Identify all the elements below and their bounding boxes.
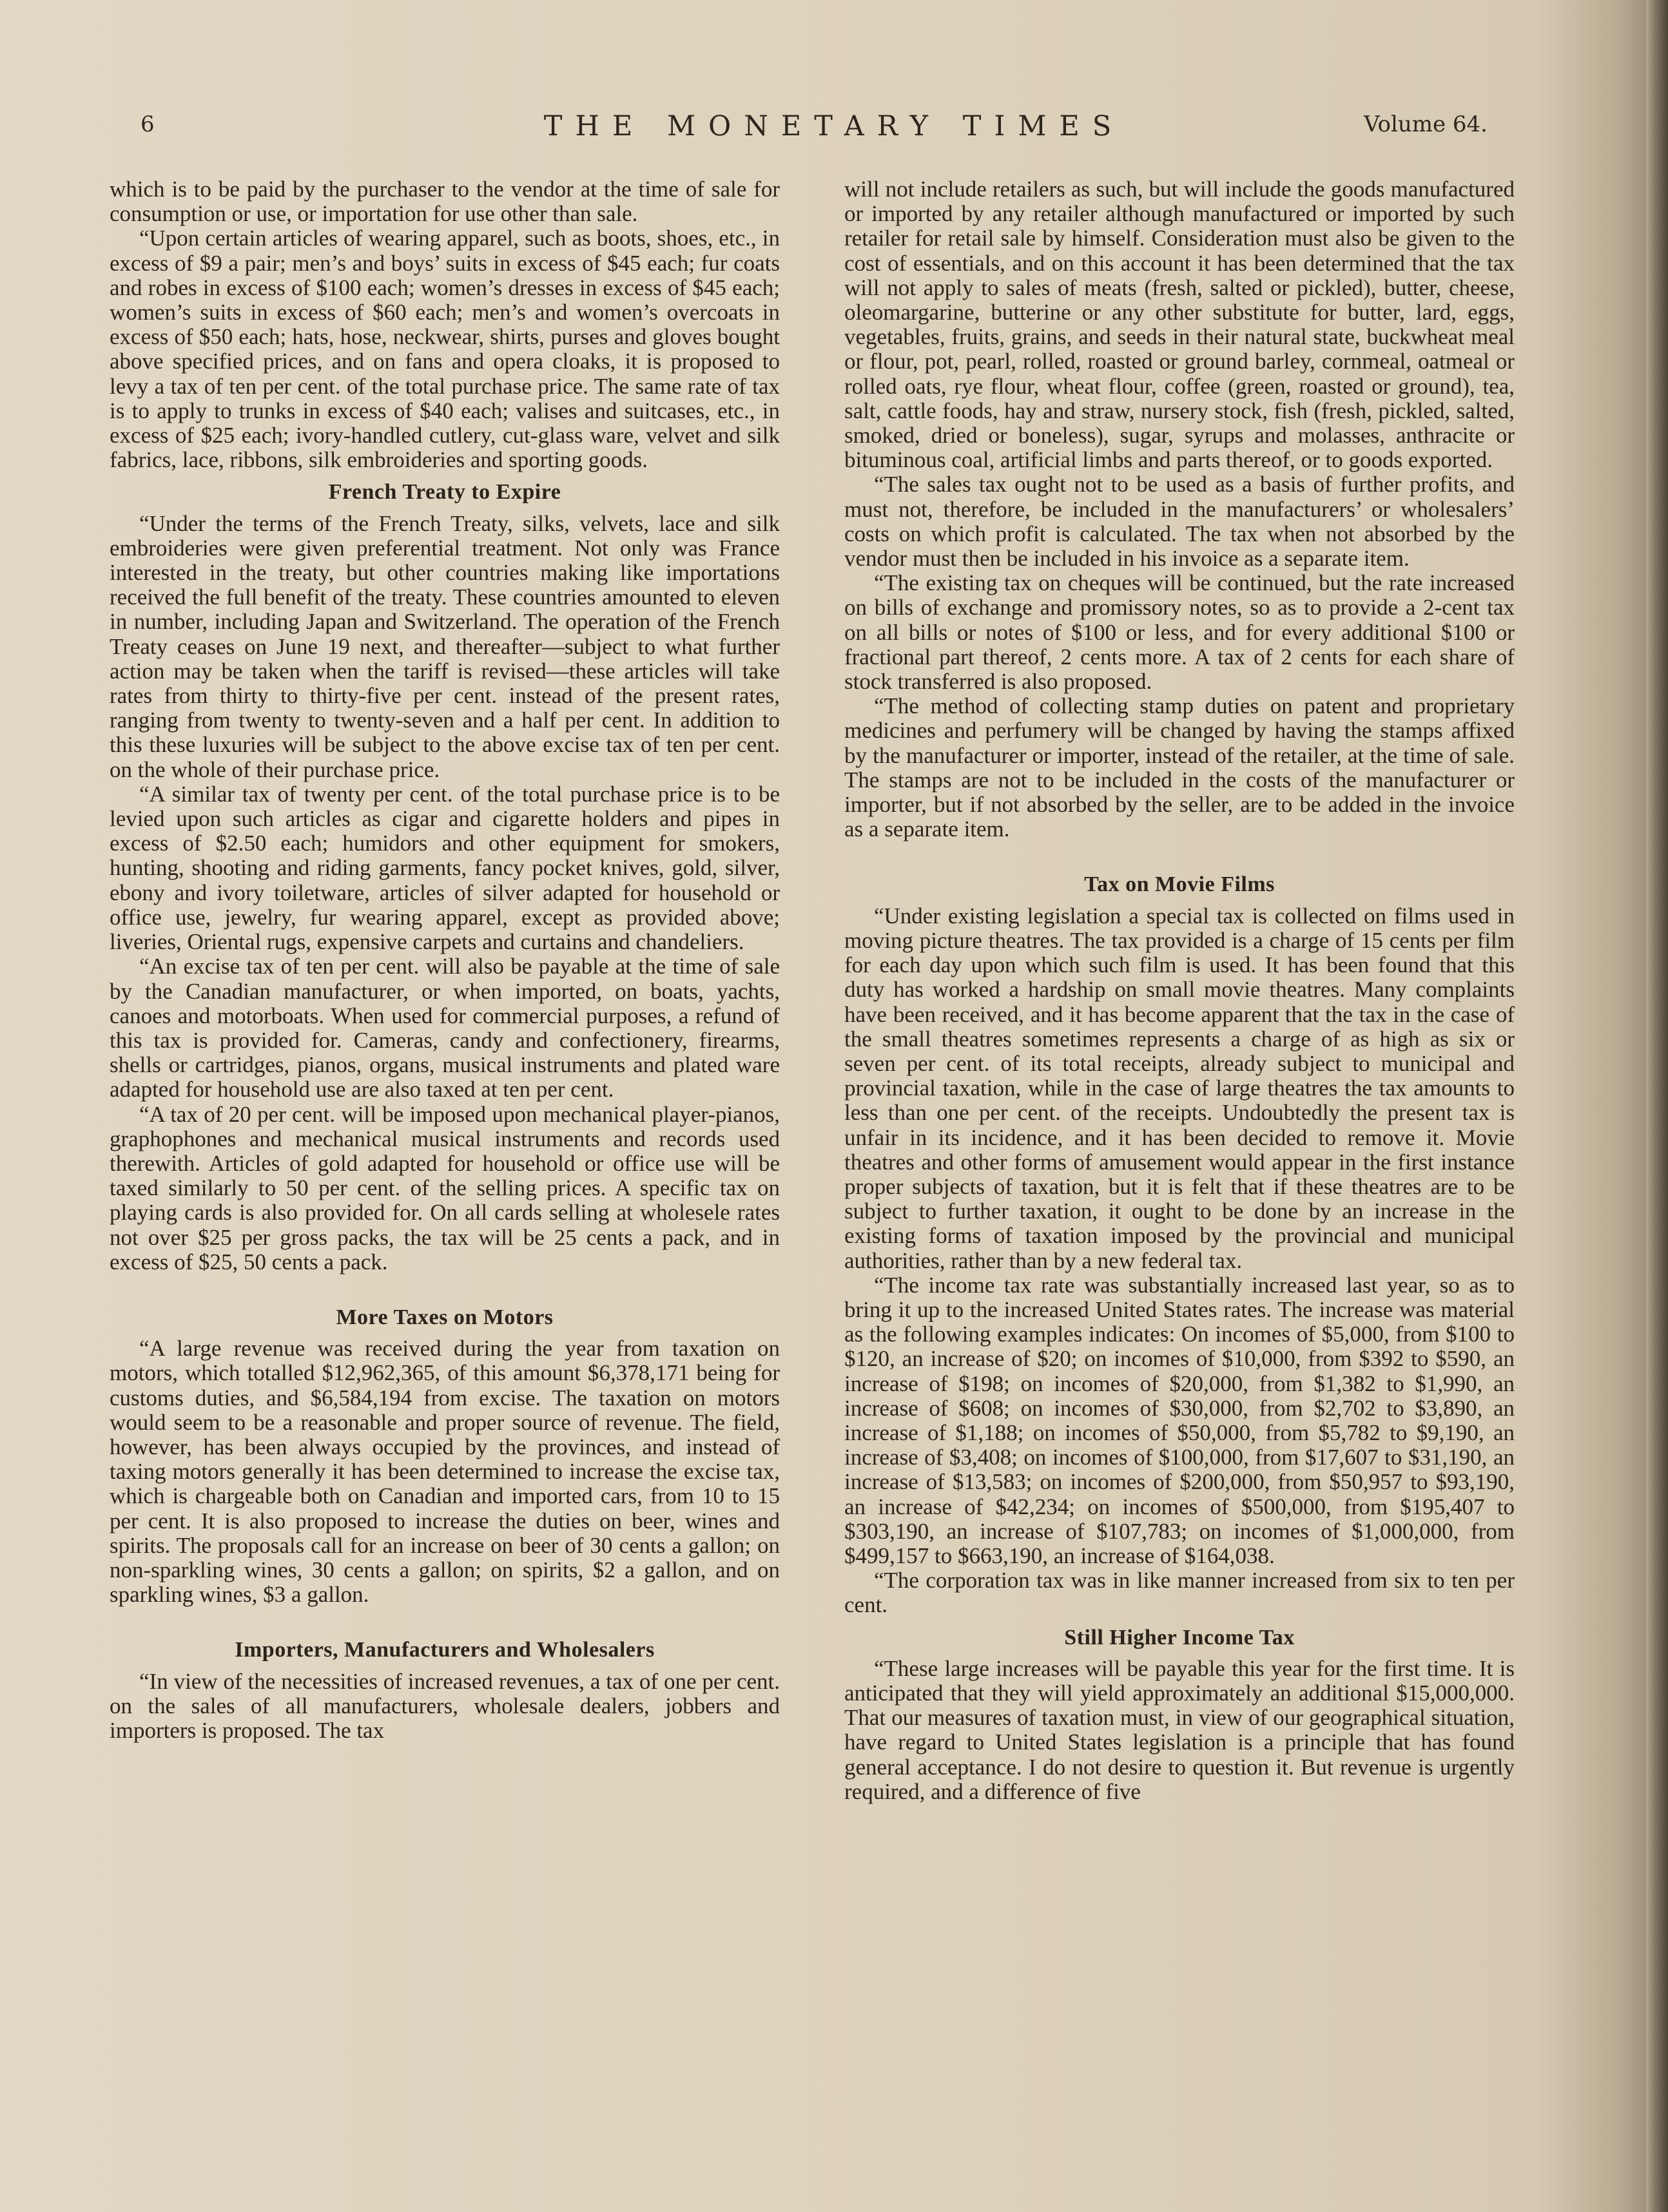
section-heading: Tax on Movie Films (1084, 872, 1275, 897)
paragraph: “The existing tax on cheques will be continued, but the rate increased on bills of exchange and promissory notes, so as to provide a 2-cent tax on all bills or notes of $100 or less, and for every additional $100 or fractional part thereof, 2 cents more. A tax of 2 cents for each share of stock transferred is also proposed. (844, 570, 1515, 695)
section-heading: French Treaty to Expire (328, 480, 561, 505)
paragraph: “A similar tax of twenty per cent. of the total purchase price is to be levied upon such articles as cigar and cigarette holders and pipes in excess of $2.50 each; humidors and other equipment for smokers, hunting, shooting and riding garments, fancy pocket knives, gold, silver, ebony and ivory toiletware, articles of silver adapted for household or office use, jewelry, fur wearing apparel, except as provided above; liveries, Oriental rugs, expensive carpets and curtains and chandeliers. (110, 781, 780, 955)
publication-title: THE MONETARY TIMES (543, 110, 1125, 142)
page-header (0, 106, 1668, 151)
paragraph: “Upon certain articles of wearing apparel, such as boots, shoes, etc., in excess of $9 a pair; men’s and boys’ suits in excess of $45 each; fur coats and robes in excess of $100 each; women’s dresses in excess of $45 each; women’s suits in excess of $60 each; men’s and women’s overcoats in excess of $50 each; hats, hose, neckwear, shirts, purses and gloves bought above specified prices, and on fans and opera cloaks, it is proposed to levy a tax of ten per cent. of the total purchase price. The same rate of tax is to apply to trunks in excess of $40 each; valises and suitcases, etc., in excess of $25 each; ivory-handled cutlery, cut-glass ware, velvet and silk fabrics, lace, ribbons, silk embroideries and sporting goods. (110, 226, 780, 473)
paragraph: “The corporation tax was in like manner increased from six to ten per cent. (844, 1568, 1515, 1618)
volume-label: Volume 64. (1364, 111, 1488, 137)
paragraph: “An excise tax of ten per cent. will also be payable at the time of sale by the Canadian manufacturer, or when imported, on boats, yachts, canoes and motorboats. When used for commercial purposes, a refund of this tax is provided for. Cameras, candy and confectionery, firearms, shells or cartridges, pianos, organs, musical instruments and plated ware adapted for household use are also taxed at ten per cent. (110, 954, 780, 1102)
paragraph: “The method of collecting stamp duties on patent and proprietary medicines and perfumery will be changed by having the stamps affixed by the manufacturer or importer, instead of the retailer, at the time of sale. The stamps are not to be included in the costs of the manufacturer or importer, but if not absorbed by the seller, are to be added in the invoice as a separate item. (844, 693, 1515, 842)
paragraph: “The sales tax ought not to be used as a basis of further profits, and must not, therefore, be included in the manufacturers’ or wholesalers’ costs on which profit is calculated. The tax when not absorbed by the vendor must then be included in his invoice as a separate item. (844, 472, 1515, 572)
section-heading: Importers, Manufacturers and Wholesalers (235, 1638, 655, 1662)
page-number: 6 (141, 111, 155, 137)
left-column (110, 177, 780, 1743)
right-column (844, 177, 1515, 1804)
paragraph: “Under existing legislation a special tax is collected on films used in moving picture theatres. The tax provided is a charge of 15 cents per film for each day upon which such film is used. It has been found that this duty has worked a hardship on small movie theatres. Many complaints have been received, and it has become apparent that the tax in the case of the small theatres sometimes represents a charge of as high as six or seven per cent. of its total receipts, already subject to municipal and provincial taxation, while in the case of large theatres the tax amounts to less than one per cent. of the receipts. Undoubtedly the present tax is unfair in its incidence, and it has been decided to remove it. Movie theatres and other forms of amusement would appear in the first instance proper subjects of taxation, but it is felt that if these theatres are to be subject to further taxation, it ought to be done by an increase in the existing forms of taxation imposed by the provincial and municipal authorities, rather than by a new federal tax. (844, 903, 1515, 1273)
paragraph: “In view of the necessities of increased revenues, a tax of one per cent. on the sales of all manufacturers, wholesale dealers, jobbers and importers is proposed. The tax (110, 1668, 780, 1743)
paragraph: “A tax of 20 per cent. will be imposed upon mechanical player-pianos, graphophones and mechanical musical instruments and records used therewith. Articles of gold adapted for household or office use will be taxed similarly to 50 per cent. of the selling prices. A specific tax on playing cards is also provided for. On all cards selling at wholesele rates not over $25 per gross packs, the tax will be 25 cents a pack, and in excess of $25, 50 cents a pack. (110, 1101, 780, 1274)
paragraph: “These large increases will be payable this year for the first time. It is anticipated that they will yield approximately an additional $15,000,000. That our measures of taxation must, in view of our geographical situation, have regard to United States legislation is a principle that has found general acceptance. I do not desire to question it. But revenue is urgently required, and a difference of five (844, 1655, 1515, 1804)
section-heading: Still Higher Income Tax (1064, 1625, 1295, 1649)
paragraph: will not include retailers as such, but will include the goods manufactured or imported by any retailer although manufactured or imported by such retailer for retail sale by himself. Consideration must also be given to the cost of essentials, and on this account it has been determined that the tax will not apply to sales of meats (fresh, salted or pickled), butter, cheese, oleomargarine, butterine or any other substitute for butter, lard, eggs, vegetables, fruits, grains, and seeds in their natural state, buckwheat meal or flour, pot, pearl, rolled, roasted or ground barley, cornmeal, oatmeal or rolled oats, rye flour, wheat flour, coffee (green, roasted or ground), tea, salt, cattle foods, hay and straw, nursery stock, fish (fresh, pickled, salted, smoked, dried or boneless), sugar, syrups and molasses, anthracite or bituminous coal, artificial limbs and parts thereof, or to goods exported. (844, 177, 1515, 473)
section-heading: More Taxes on Motors (336, 1305, 554, 1329)
paragraph: which is to be paid by the purchaser to the vendor at the time of sale for consumption or use, or importation for use other than sale. (110, 177, 780, 227)
paragraph: “A large revenue was received during the year from taxation on motors, which totalled $12,962,365, of this amount $6,378,171 being for customs duties, and $6,584,194 from excise. The taxation on motors would seem to be a reasonable and proper source of revenue. The field, however, has been always occupied by the provinces, and instead of taxing motors generally it has been determined to increase the excise tax, which is chargeable both on Canadian and imported cars, from 10 to 15 per cent. It is also proposed to increase the duties on beer, wines and spirits. The proposals call for an increase on beer of 30 cents a gallon; on non-sparkling wines, 30 cents a gallon; on spirits, $2 a gallon, and on sparkling wines, $3 a gallon. (110, 1336, 780, 1608)
paragraph: “The income tax rate was substantially increased last year, so as to bring it up to the increased United States rates. The increase was material as the following examples indicates: On incomes of $5,000, from $100 to $120, an increase of $20; on incomes of $10,000, from $392 to $590, an increase of $198; on incomes of $20,000, from $1,382 to $1,990, an increase of $608; on incomes of $30,000, from $2,702 to $3,890, an increase of $1,188; on incomes of $50,000, from $5,782 to $9,190, an increase of $3,408; on incomes of $100,000, from $17,607 to $31,190, an increase of $13,583; on incomes of $200,000, from $50,957 to $93,190, an increase of $42,234; on incomes of $500,000, from $195,407 to $303,190, an increase of $107,783; on incomes of $1,000,000, from $499,157 to $663,190, an increase of $164,038. (844, 1272, 1515, 1568)
paragraph: “Under the terms of the French Treaty, silks, velvets, lace and silk embroideries were given preferential treatment. Not only was France interested in the treaty, but other countries making like importations received the full benefit of the treaty. These countries amounted to eleven in number, including Japan and Switzerland. The operation of the French Treaty ceases on June 19 next, and thereafter—subject to what further action may be taken when the tariff is revised—these articles will take rates from thirty to thirty-five per cent. instead of the present rates, ranging from twenty to twenty-seven and a half per cent. In addition to this these luxuries will be subject to the above excise tax of ten per cent. on the whole of their purchase price. (110, 510, 780, 782)
page-spine-shadow (1646, 0, 1668, 2212)
